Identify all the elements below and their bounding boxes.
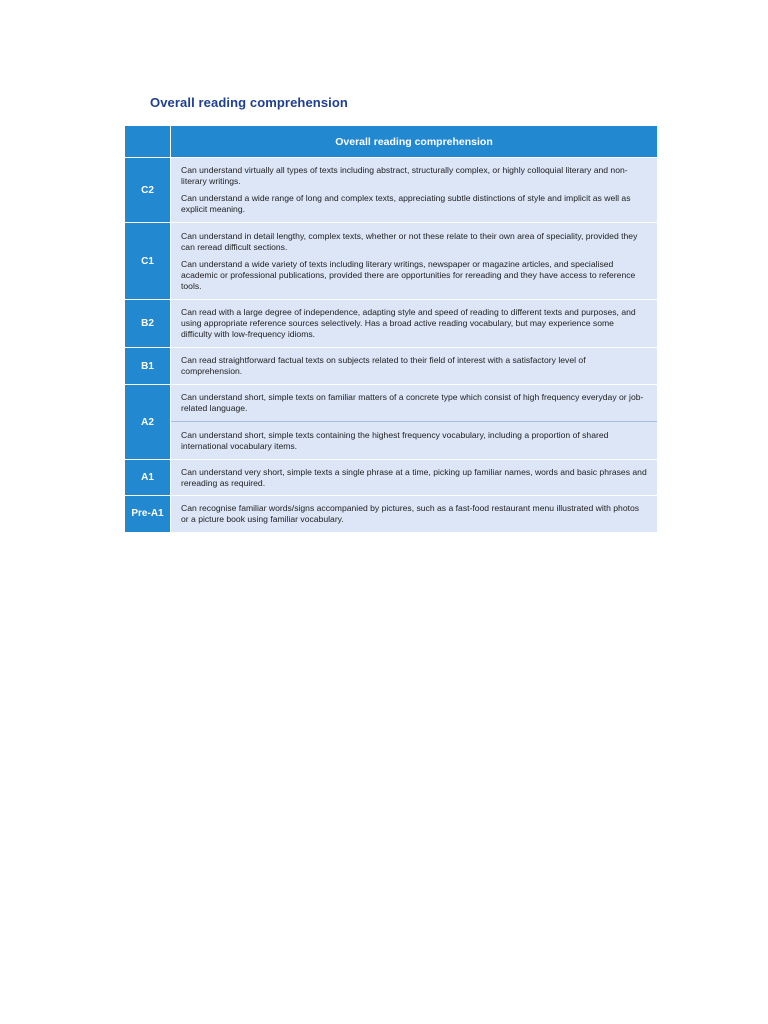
descriptor-text: Can recognise familiar words/signs accompanied by pictures, such as a fast-food restaurant menu illustrated with photos or a picture book using familiar vocabulary. — [181, 502, 640, 524]
descriptor-text: Can understand a wide range of long and complex texts, appreciating subtle distinctions of style and implicit as well as explicit meaning. — [181, 193, 631, 214]
level-label-b2: B2 — [125, 300, 171, 348]
level-label-b1: B1 — [125, 348, 171, 385]
table-header-row — [125, 126, 657, 158]
level-label-c1: C1 — [125, 223, 171, 300]
descriptor-text: Can understand virtually all types of texts including abstract, structurally complex, or highly colloquial literary and non-literary writings. — [181, 165, 628, 186]
descriptor-cell-a2-top — [171, 385, 658, 422]
table-header: Overall reading comprehension — [171, 126, 658, 158]
table-row — [125, 422, 657, 460]
descriptor-text: Can understand very short, simple texts a single phrase at a time, picking up familiar names, words and basic phrases and rereading as required. — [181, 466, 647, 488]
page-title: Overall reading comprehension — [150, 95, 348, 110]
descriptor-cell-pre-a1 — [171, 496, 658, 532]
descriptor-text: Can read straightforward factual texts on subjects related to their field of interest with a satisfactory level of comprehension. — [181, 355, 586, 376]
table-row — [125, 348, 657, 385]
level-label-a2: A2 — [125, 385, 171, 460]
level-label-c2: C2 — [125, 158, 171, 223]
table-corner-cell — [125, 126, 171, 158]
table-row — [125, 300, 657, 348]
descriptor-cell-b1 — [171, 348, 658, 385]
table-row — [125, 158, 657, 223]
table-row — [125, 385, 657, 422]
reading-comprehension-table — [125, 126, 657, 532]
descriptor-cell-c2 — [171, 158, 658, 223]
descriptor-text: Can understand short, simple texts on familiar matters of a concrete type which consist of high frequency everyday or job-related language. — [181, 392, 644, 413]
descriptor-text: Can read with a large degree of independence, adapting style and speed of reading to different texts and purposes, and using appropriate reference sources selectively. Has a broad active reading vocabulary, but may experience some difficulty with low-frequency idioms. — [181, 307, 636, 339]
descriptor-cell-a2-bottom — [171, 422, 658, 460]
table-row — [125, 223, 657, 300]
descriptor-cell-c1 — [171, 223, 658, 300]
descriptor-text: Can understand a wide variety of texts including literary writings, newspaper or magazine articles, and specialised academic or professional publications, provided there are opportunities for rereading and they have access to reference tools. — [181, 258, 636, 291]
level-label-a1: A1 — [125, 460, 171, 496]
descriptor-cell-b2 — [171, 300, 658, 348]
descriptor-text: Can understand in detail lengthy, complex texts, whether or not these relate to their own area of speciality, provided they can reread difficult sections. — [181, 230, 638, 252]
table-row — [125, 460, 657, 496]
descriptor-cell-a1 — [171, 460, 658, 496]
table-row — [125, 496, 657, 532]
level-label-pre-a1: Pre-A1 — [125, 496, 171, 532]
descriptor-text: Can understand short, simple texts containing the highest frequency vocabulary, including a proportion of shared international vocabulary items. — [181, 429, 609, 451]
